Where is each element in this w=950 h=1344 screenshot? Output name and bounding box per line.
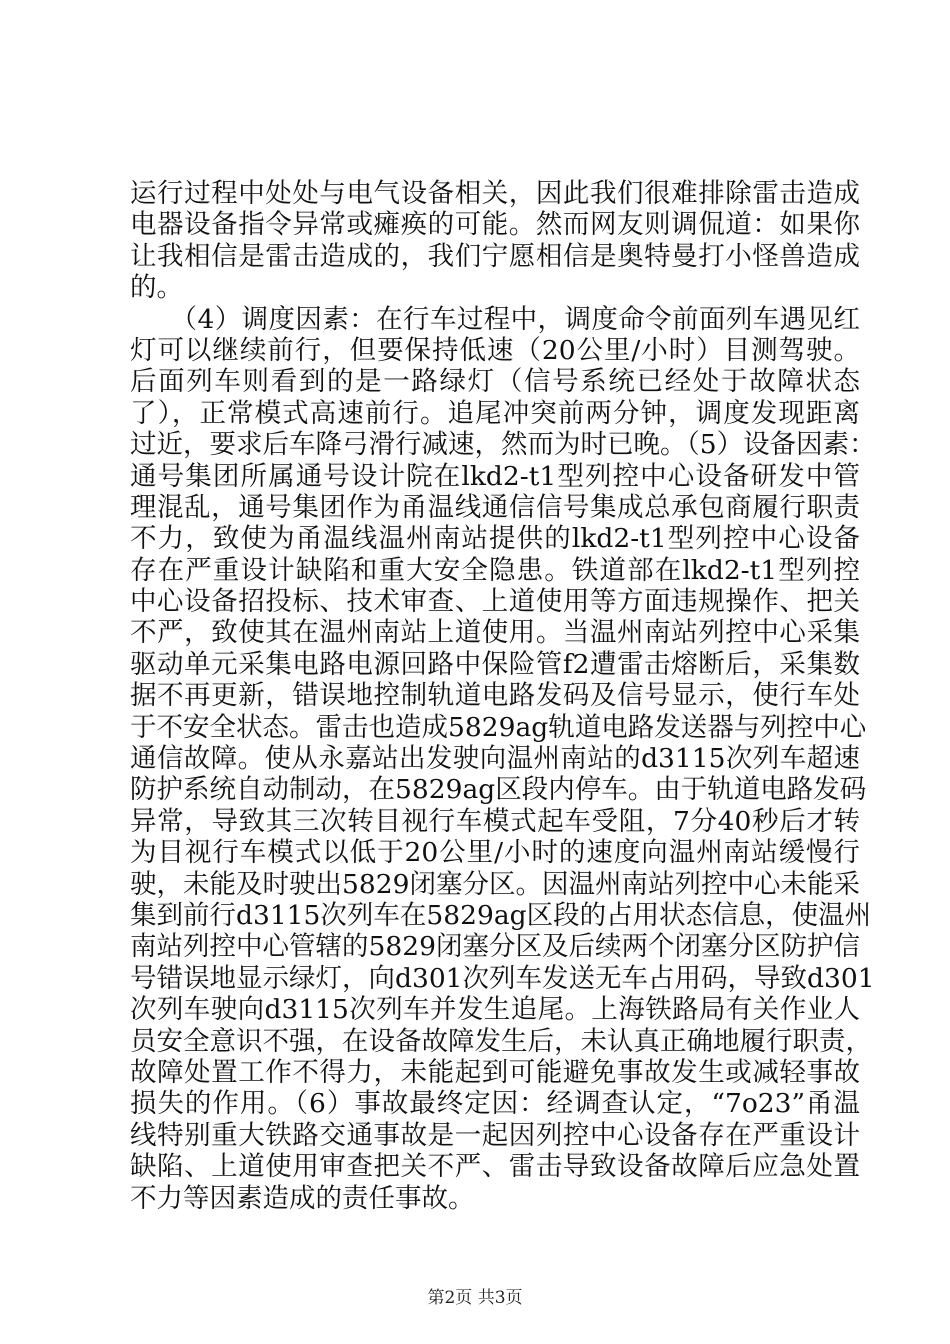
- text-line: 防护系统自动制动，在5829ag区段内停车。由于轨道电路发码: [130, 774, 867, 806]
- text-line: 员安全意识不强，在设备故障发生后，未认真正确地履行职责，: [130, 1025, 872, 1057]
- text-line: 通信故障。使从永嘉站出发驶向温州南站的d3115次列车超速: [130, 743, 860, 775]
- text-line: 过近，要求后车降弓滑行减速，然而为时已晚。（5）设备因素：: [130, 429, 876, 461]
- text-line: 运行过程中处处与电气设备相关，因此我们很难排除雷击造成: [130, 178, 860, 209]
- text-line: 南站列控中心管辖的5829闭塞分区及后续两个闭塞分区防护信: [130, 931, 860, 963]
- text-line: 灯可以继续前行，但要保持低速（20公里/小时）目测驾驶。: [130, 334, 860, 366]
- text-line: 不严，致使其在温州南站上道使用。当温州南站列控中心采集: [130, 617, 860, 649]
- text-line: 驱动单元采集电路电源回路中保险管f2遭雷击熔断后，采集数: [130, 648, 860, 680]
- text-line: 故障处置工作不得力，未能起到可能避免事故发生或减轻事故: [130, 1056, 860, 1088]
- text-line: 中心设备招投标、技术审查、上道使用等方面违规操作、把关: [130, 586, 860, 618]
- text-line: 异常，导致其三次转目视行车模式起车受阻，7分40秒后才转: [130, 805, 860, 837]
- text-line: 号错误地显示绿灯，向d301次列车发送无车占用码，导致d301: [130, 962, 875, 994]
- text-line: 集到前行d3115次列车在5829ag区段的占用状态信息，使温州: [130, 899, 872, 931]
- page-number-footer: 第2页 共3页: [427, 1288, 523, 1308]
- text-line: 后面列车则看到的是一路绿灯（信号系统已经处于故障状态: [130, 366, 860, 398]
- text-line: 存在严重设计缺陷和重大安全隐患。铁道部在lkd2-t1型列控: [130, 554, 860, 586]
- text-line: 次列车驶向d3115次列车并发生追尾。上海铁路局有关作业人: [130, 994, 860, 1026]
- text-line: 驶，未能及时驶出5829闭塞分区。因温州南站列控中心未能采: [130, 868, 860, 900]
- text-line: 不力等因素造成的责任事故。: [130, 1182, 475, 1214]
- text-line: 电器设备指令异常或瘫痪的可能。然而网友则调侃道：如果你: [130, 209, 860, 241]
- text-line: 损失的作用。（6）事故最终定因：经调查认定，“7o23”甬温: [130, 1088, 860, 1120]
- text-line: （4）调度因素：在行车过程中，调度命令前面列车遇见红: [130, 303, 860, 335]
- text-line: 不力，致使为甬温线温州南站提供的lkd2-t1型列控中心设备: [130, 523, 860, 555]
- text-line: 了），正常模式高速前行。追尾冲突前两分钟，调度发现距离: [130, 397, 860, 429]
- text-line: 的。: [130, 272, 183, 304]
- text-line: 缺陷、上道使用审查把关不严、雷击导致设备故障后应急处置: [130, 1151, 860, 1183]
- text-line: 于不安全状态。雷击也造成5829ag轨道电路发送器与列控中心: [130, 711, 867, 743]
- text-line: 通号集团所属通号设计院在lkd2-t1型列控中心设备研发中管: [130, 460, 860, 492]
- text-line: 理混乱，通号集团作为甬温线通信信号集成总承包商履行职责: [130, 491, 860, 523]
- body-text: [130, 178, 876, 1214]
- text-line: 线特别重大铁路交通事故是一起因列控中心设备存在严重设计: [130, 1119, 860, 1151]
- text-line: 据不再更新，错误地控制轨道电路发码及信号显示，使行车处: [130, 680, 860, 712]
- text-line: 为目视行车模式以低于20公里/小时的速度向温州南站缓慢行: [130, 837, 860, 869]
- text-line: 让我相信是雷击造成的，我们宁愿相信是奥特曼打小怪兽造成: [130, 240, 860, 272]
